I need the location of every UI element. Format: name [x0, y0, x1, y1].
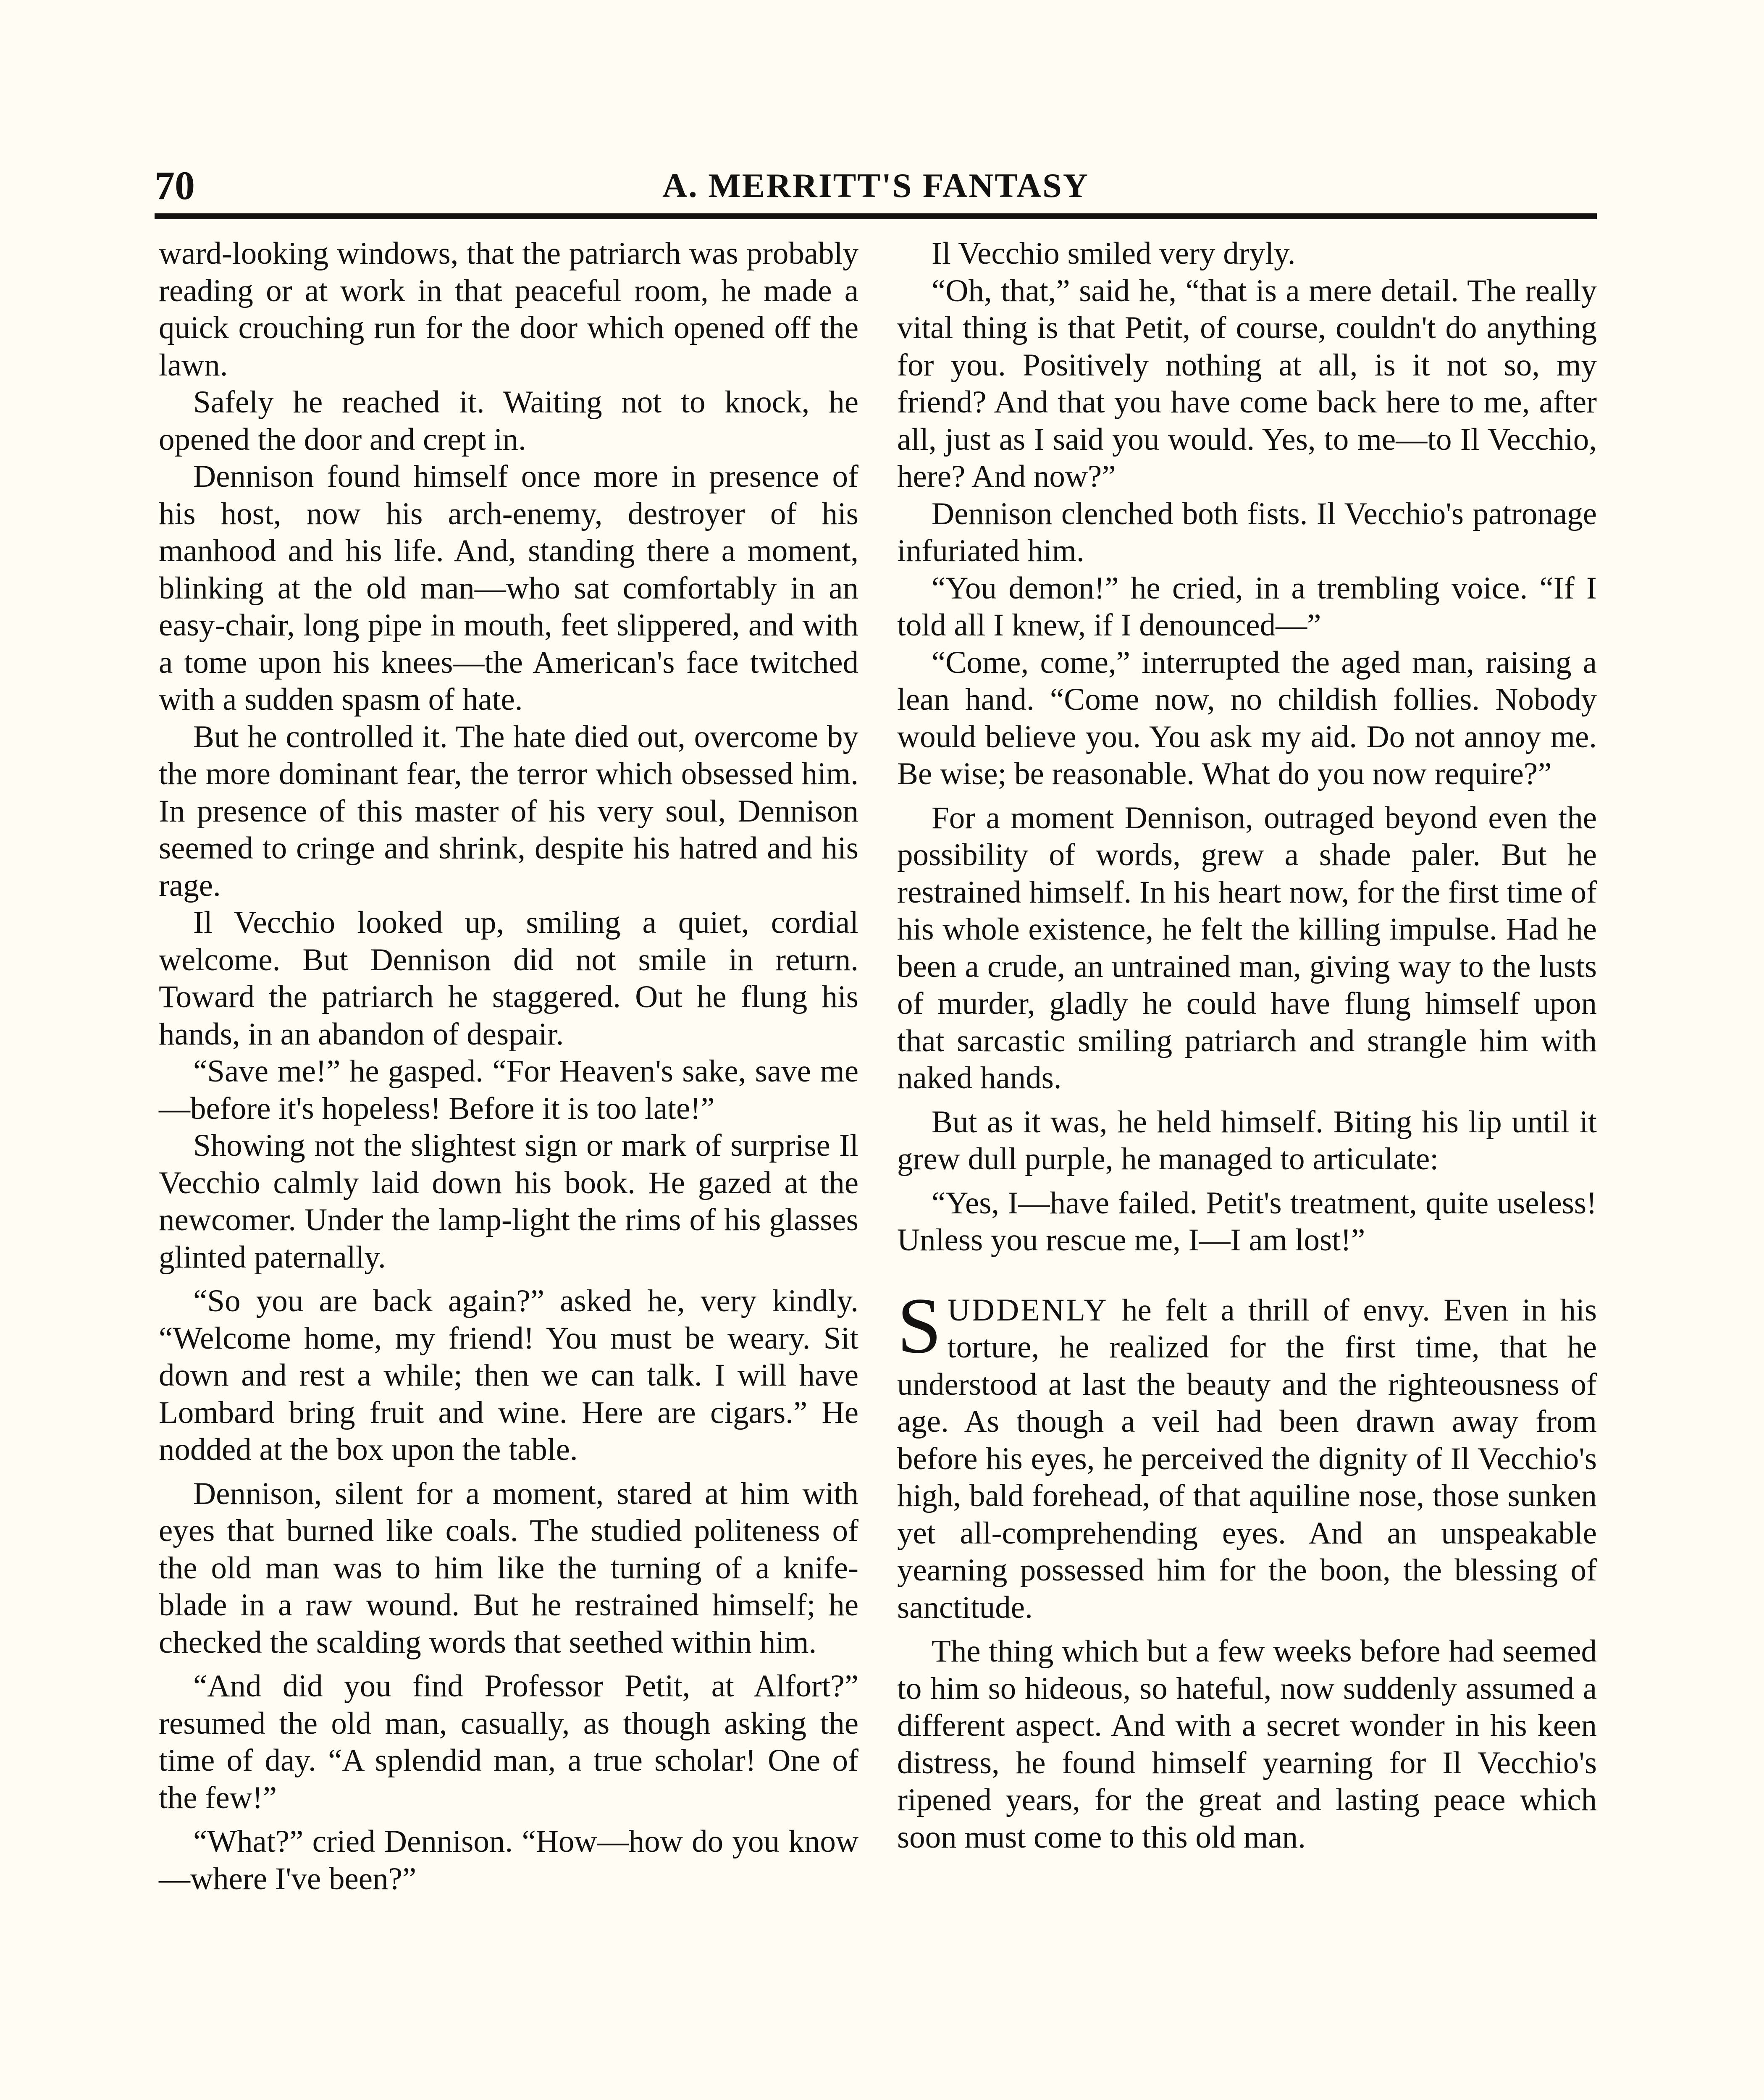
paragraph: Dennison, silent for a moment, stared at him with eyes that burned like coals. The studied politeness of the old man was to him like the turning of a knife-blade in a raw wound. But he restrained himself; he checked the scalding words that seethed within him. [159, 1476, 858, 1660]
paragraph: But he controlled it. The hate died out, overcome by the more dominant fear, the terror which obsessed him. In presence of this master of his very soul, Dennison seemed to cringe and shrink, despite his hatred and his rage. [159, 719, 858, 903]
section-break-text: he felt a thrill of envy. Even in his torture, he realized for the first time, that he understood at last the beauty and the righteousness of age. As though a veil had been drawn away from before his eyes, he perceived the dignity of Il Vecchio's high, bald forehead, of that aquiline nose, those sunken yet all-comprehending eyes. And an unspeakable yearning possessed him for the boon, the blessing of sanctitude. [897, 1292, 1597, 1625]
paragraph: Il Vecchio smiled very dryly. [932, 236, 1296, 271]
paragraph: Dennison clenched both fists. Il Vecchio's patronage infuriated him. [897, 496, 1597, 568]
right-column [897, 235, 1597, 1856]
paragraph: The thing which but a few weeks before had seemed to him so hideous, so hateful, now suddenly assumed a different aspect. And with a secret wonder in his keen distress, he found himself yearning for Il Vecchio's ripened years, for the great and lasting peace which soon must come to this old man. [897, 1634, 1597, 1855]
paragraph: Il Vecchio looked up, smiling a quiet, cordial welcome. But Dennison did not smile in return. Toward the patriarch he staggered. Out he flung his hands, in an abandon of despair. [159, 905, 858, 1052]
paragraph: “Oh, that,” said he, “that is a mere detail. The really vital thing is that Petit, of course, couldn't do anything for you. Positively nothing at all, is it not so, my friend? And that you have come back here to me, after all, just as I said you would. Yes, to me—to Il Vecchio, here? And now?” [897, 273, 1597, 494]
running-head: A. MERRITT'S FANTASY [662, 166, 1089, 205]
paragraph: “Yes, I—have failed. Petit's treatment, quite useless! Unless you rescue me, I—I am lost!” [897, 1185, 1597, 1257]
page-header [155, 160, 1597, 211]
paragraph: Safely he reached it. Waiting not to knock, he opened the door and crept in. [159, 385, 858, 457]
page-number: 70 [155, 163, 195, 208]
paragraph: For a moment Dennison, outraged beyond even the possibility of words, grew a shade paler. But he restrained himself. In his heart now, for the first time of his whole existence, he felt the killing impulse. Had he been a crude, an untrained man, giving way to the lusts of murder, gladly he could have flung himself upon that sarcastic smiling patriarch and strangle him with naked hands. [897, 800, 1597, 1095]
paragraph: But as it was, he held himself. Biting his lip until it grew dull purple, he managed to articulate: [897, 1104, 1597, 1176]
paragraph: “You demon!” he cried, in a trembling voice. “If I told all I knew, if I denounced—” [897, 570, 1597, 643]
paragraph: Showing not the slightest sign or mark of surprise Il Vecchio calmly laid down his book. He gazed at the newcomer. Under the lamp-light the rims of his glasses glinted paternally. [159, 1128, 858, 1275]
paragraph: “So you are back again?” asked he, very kindly. “Welcome home, my friend! You must be weary. Sit down and rest a while; then we can talk. I will have Lombard bring fruit and wine. Here are cigars.” He nodded at the box upon the table. [159, 1284, 858, 1467]
paragraph: ward-looking windows, that the patriarch was probably reading or at work in that peaceful room, he made a quick crouching run for the door which opened off the lawn. [159, 236, 858, 383]
section-break-paragraph [897, 1281, 1597, 1627]
paragraph: Dennison found himself once more in presence of his host, now his arch-enemy, destroyer of his manhood and his life. And, standing there a moment, blinking at the old man—who sat comfortably in an easy-chair, long pipe in mouth, feet slippered, and with a tome upon his knees—the American's face twitched with a sudden spasm of hate. [159, 459, 858, 717]
paragraph: “Come, come,” interrupted the aged man, raising a lean hand. “Come now, no childish follies. Nobody would believe you. You ask my aid. Do not annoy me. Be wise; be reasonable. What do you now require?” [897, 645, 1597, 791]
paragraph: “And did you find Professor Petit, at Alfort?” resumed the old man, casually, as though asking the time of day. “A splendid man, a true scholar! One of the few!” [159, 1669, 858, 1815]
drop-cap: S [897, 1281, 942, 1370]
left-column [159, 235, 858, 1898]
paragraph: “Save me!” he gasped. “For Heaven's sake, save me—before it's hopeless! Before it is too late!” [159, 1054, 858, 1126]
paragraph: “What?” cried Dennison. “How—how do you know—where I've been?” [159, 1824, 858, 1896]
header-rule [155, 213, 1597, 219]
small-caps-lead: UDDENLY [947, 1292, 1108, 1328]
